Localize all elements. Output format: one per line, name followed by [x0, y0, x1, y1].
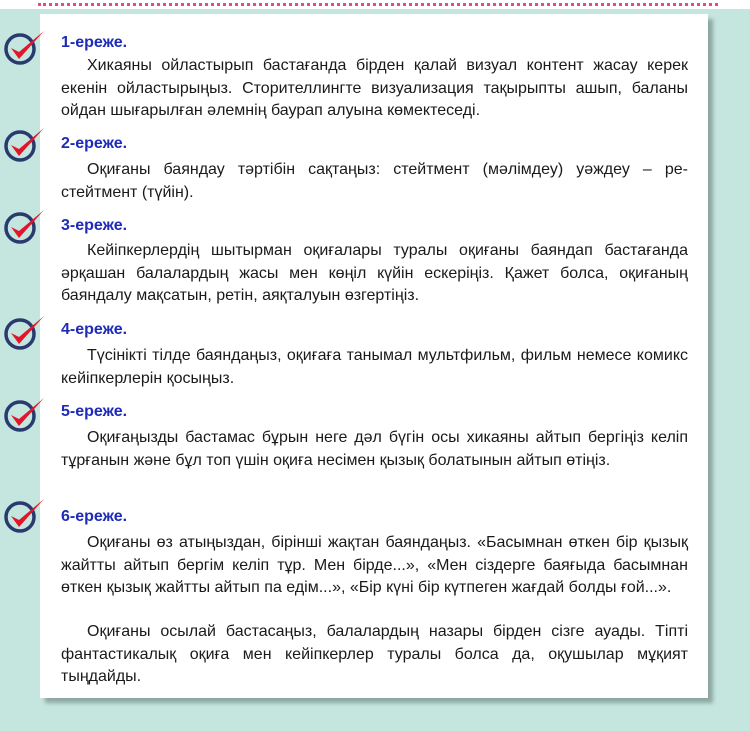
rule-text-6b: Оқиғаны осылай бастасаңыз, балалардың назары бірден сізге ауады. Тіпті фантастикалық оқиға мен кейіпкерлер туралы болса да, оқушылар мұқият тыңдайды.	[61, 623, 688, 685]
rule-heading-3: 3-ереже.	[61, 217, 128, 234]
rule-heading-1: 1-ереже.	[61, 34, 128, 51]
rule-text-1: Хикаяны ойластырып бастағанда бірден қалай визуал контент жасау керек екенін ойластырыңыз. Сторителлингте визуализация тақырыпты ашып, баланы ойдан шығарылған әлемнің баурап алуына көмектеседі.	[61, 57, 688, 119]
check-mark-circle-icon	[2, 394, 48, 434]
check-mark-circle-icon	[2, 495, 48, 535]
dotted-divider	[38, 3, 718, 6]
check-mark-circle-icon	[2, 312, 48, 352]
rule-text-4: Түсінікті тілде баяндаңыз, оқиғаға танымал мультфильм, фильм немесе комикс кейіпкерлерін қосыңыз.	[61, 347, 688, 387]
rule-heading-6: 6-ереже.	[61, 508, 128, 525]
rule-text-2: Оқиғаны баяндау тәртібін сақтаңыз: стейтмент (мәлімдеу) уәждеу – рестейтмент (түйін).	[61, 161, 688, 201]
rule-heading-5: 5-ереже.	[61, 403, 128, 420]
rule-text-3: Кейіпкерлердің шытырман оқиғалары туралы оқиғаны баяндап бастағанда әрқашан балалардың жасы мен көңіл күйін ескеріңіз. Қажет болса, оқиғаның баяндалу мақсатын, ретін, аяқталуын өзгертіңіз.	[61, 242, 688, 304]
rule-text-5: Оқиғаңызды бастамас бұрын неге дәл бүгін осы хикаяны айтып бергіңіз келіп тұрғанын және бұл топ үшін оқиға несімен қызық болатынын айтып өтіңіз.	[61, 429, 688, 469]
rule-heading-4: 4-ереже.	[61, 321, 128, 338]
check-mark-circle-icon	[2, 27, 48, 67]
rule-heading-2: 2-ереже.	[61, 135, 128, 152]
check-mark-circle-icon	[2, 124, 48, 164]
rule-text-6a: Оқиғаны өз атыңыздан, бірінші жақтан баяндаңыз. «Басымнан өткен бір қызық жайтты айтып бергім келіп тұр. Мен бірде...», «Мен сіздерге баяғыда басымнан өткен қызық жайтты айтып па едім...», «Бір күні бір күтпеген жағдай болды ғой...».	[61, 534, 688, 596]
check-mark-circle-icon	[2, 206, 48, 246]
